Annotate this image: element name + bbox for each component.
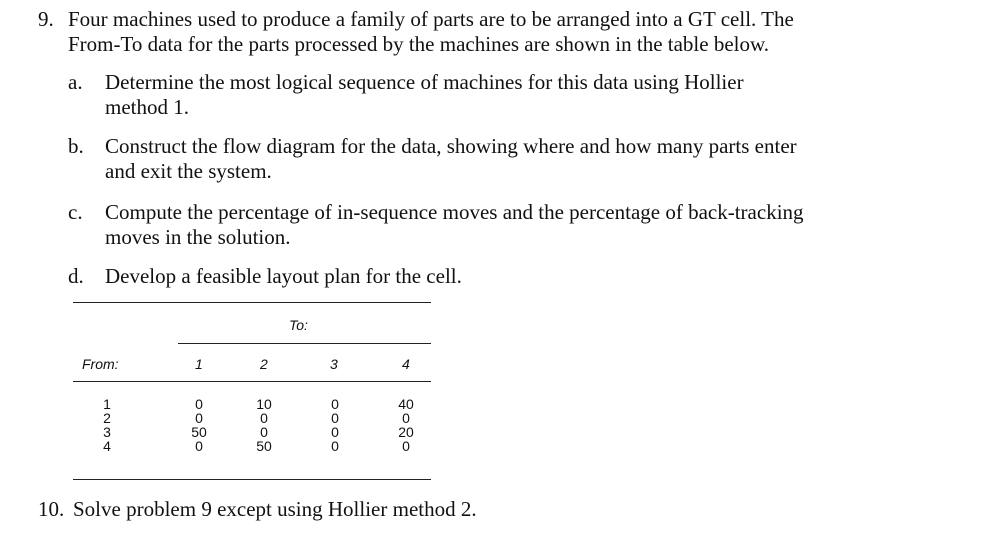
table-bottom-rule bbox=[73, 479, 431, 480]
to-label: To: bbox=[289, 317, 308, 333]
item-a-letter: a. bbox=[68, 70, 83, 94]
item-c-letter: c. bbox=[68, 200, 83, 224]
row-label: 3 bbox=[103, 424, 111, 440]
table-cell: 0 bbox=[331, 438, 339, 454]
column-1-values bbox=[184, 397, 214, 453]
col-header-1: 1 bbox=[195, 356, 203, 372]
table-cell: 0 bbox=[331, 396, 339, 412]
row-label: 4 bbox=[103, 438, 111, 454]
table-cell: 0 bbox=[195, 410, 203, 426]
row-labels bbox=[97, 397, 117, 453]
header-bottom-rule bbox=[73, 381, 431, 382]
table-cell: 0 bbox=[260, 424, 268, 440]
problem-9-text-line1: Four machines used to produce a family of parts are to be arranged into a GT cell. The bbox=[68, 7, 794, 31]
table-cell: 50 bbox=[256, 438, 272, 454]
column-3-values bbox=[320, 397, 350, 453]
item-b-line2: and exit the system. bbox=[105, 159, 272, 183]
table-cell: 0 bbox=[260, 410, 268, 426]
problem-10-number: 10. bbox=[38, 497, 65, 521]
table-cell: 0 bbox=[402, 438, 410, 454]
table-cell: 0 bbox=[402, 410, 410, 426]
table-cell: 50 bbox=[191, 424, 207, 440]
item-b-line1: Construct the flow diagram for the data, showing where and how many parts enter bbox=[105, 134, 797, 158]
table-cell: 0 bbox=[331, 424, 339, 440]
item-c-line1: Compute the percentage of in-sequence moves and the percentage of back-tracking bbox=[105, 200, 804, 224]
column-4-values bbox=[391, 397, 421, 453]
table-cell: 40 bbox=[398, 396, 414, 412]
table-cell: 0 bbox=[195, 438, 203, 454]
item-b-letter: b. bbox=[68, 134, 84, 158]
item-a-line1: Determine the most logical sequence of machines for this data using Hollier bbox=[105, 70, 744, 94]
item-c-line2: moves in the solution. bbox=[105, 225, 291, 249]
table-cell: 0 bbox=[331, 410, 339, 426]
from-label: From: bbox=[82, 356, 119, 372]
col-header-3: 3 bbox=[330, 356, 338, 372]
table-top-rule bbox=[73, 302, 431, 303]
problem-9-number: 9. bbox=[38, 7, 54, 31]
problem-9-text-line2: From-To data for the parts processed by the machines are shown in the table below. bbox=[68, 32, 770, 56]
item-d-letter: d. bbox=[68, 264, 84, 288]
item-d-line1: Develop a feasible layout plan for the cell. bbox=[105, 264, 462, 288]
item-a-line2: method 1. bbox=[105, 95, 189, 119]
row-label: 2 bbox=[103, 410, 111, 426]
col-header-4: 4 bbox=[402, 356, 410, 372]
column-2-values bbox=[249, 397, 279, 453]
table-cell: 20 bbox=[398, 424, 414, 440]
table-cell: 0 bbox=[195, 396, 203, 412]
row-label: 1 bbox=[103, 396, 111, 412]
to-header-rule bbox=[178, 343, 431, 344]
problem-10-text: Solve problem 9 except using Hollier method 2. bbox=[73, 497, 477, 521]
col-header-2: 2 bbox=[260, 356, 268, 372]
table-cell: 10 bbox=[256, 396, 272, 412]
